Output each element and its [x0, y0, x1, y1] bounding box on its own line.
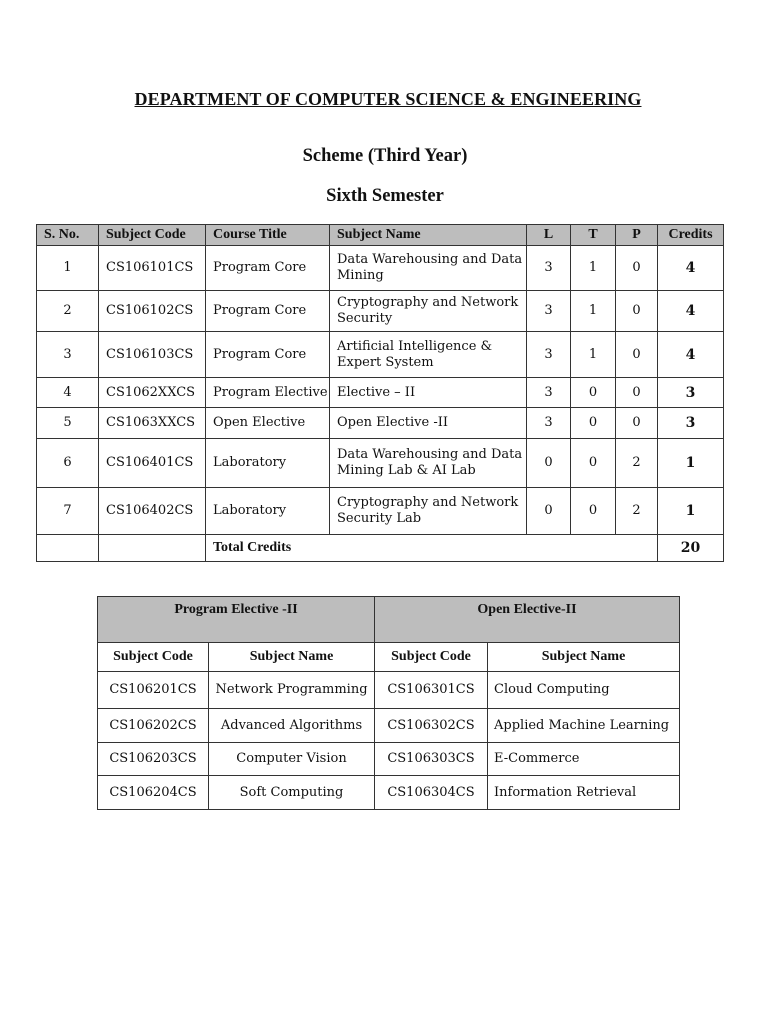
cell-l: 3 — [527, 378, 571, 408]
cell-sno: 6 — [37, 439, 99, 488]
cell-sno: 2 — [37, 291, 99, 332]
oe-code: CS106303CS — [375, 743, 488, 776]
cell-course: Laboratory — [206, 488, 330, 535]
cell-course: Open Elective — [206, 408, 330, 439]
cell-t: 0 — [571, 439, 616, 488]
cell-sno: 1 — [37, 246, 99, 291]
cell-l: 0 — [527, 439, 571, 488]
cell-course: Program Core — [206, 291, 330, 332]
oe-name: E-Commerce — [488, 743, 680, 776]
pe-code: CS106203CS — [98, 743, 209, 776]
cell-t: 0 — [571, 488, 616, 535]
cell-empty — [37, 535, 99, 562]
oe-code: CS106301CS — [375, 672, 488, 709]
cell-t: 0 — [571, 408, 616, 439]
table-row — [98, 709, 680, 743]
cell-t: 1 — [571, 332, 616, 378]
cell-name: Artificial Intelligence & Expert System — [330, 332, 527, 378]
cell-t: 1 — [571, 291, 616, 332]
cell-name: Cryptography and Network Security Lab — [330, 488, 527, 535]
col-header-course-title: Course Title — [206, 225, 330, 246]
cell-p: 0 — [616, 378, 658, 408]
cell-l: 0 — [527, 488, 571, 535]
oe-name: Cloud Computing — [488, 672, 680, 709]
cell-code: CS106402CS — [99, 488, 206, 535]
cell-credits: 3 — [658, 378, 724, 408]
cell-sno: 3 — [37, 332, 99, 378]
cell-code: CS106102CS — [99, 291, 206, 332]
pe-col-subject-code: Subject Code — [98, 643, 209, 672]
cell-name: Open Elective -II — [330, 408, 527, 439]
table-row — [37, 439, 724, 488]
cell-course: Program Elective — [206, 378, 330, 408]
table-row — [37, 378, 724, 408]
pe-code: CS106202CS — [98, 709, 209, 743]
pe-col-subject-name: Subject Name — [209, 643, 375, 672]
table-row — [37, 332, 724, 378]
total-credits-label: Total Credits — [206, 535, 658, 562]
open-elective-title: Open Elective-II — [375, 597, 680, 643]
oe-name: Information Retrieval — [488, 776, 680, 810]
elective-group-header-row — [98, 597, 680, 643]
cell-name: Data Warehousing and Data Mining Lab & AI Lab — [330, 439, 527, 488]
cell-p: 0 — [616, 332, 658, 378]
cell-code: CS1063XXCS — [99, 408, 206, 439]
elective-table — [97, 596, 680, 810]
oe-name: Applied Machine Learning — [488, 709, 680, 743]
cell-l: 3 — [527, 332, 571, 378]
cell-credits: 3 — [658, 408, 724, 439]
scheme-title: Scheme (Third Year) — [302, 146, 468, 166]
pe-code: CS106201CS — [98, 672, 209, 709]
cell-code: CS106401CS — [99, 439, 206, 488]
oe-code: CS106302CS — [375, 709, 488, 743]
table-row — [37, 408, 724, 439]
oe-col-subject-name: Subject Name — [488, 643, 680, 672]
oe-col-subject-code: Subject Code — [375, 643, 488, 672]
cell-credits: 1 — [658, 439, 724, 488]
pe-name: Network Programming — [209, 672, 375, 709]
col-header-sno: S. No. — [37, 225, 99, 246]
cell-p: 0 — [616, 291, 658, 332]
semester-title: Sixth Semester — [326, 186, 444, 206]
table-row — [98, 743, 680, 776]
pe-code: CS106204CS — [98, 776, 209, 810]
col-header-t: T — [571, 225, 616, 246]
cell-code: CS1062XXCS — [99, 378, 206, 408]
cell-credits: 1 — [658, 488, 724, 535]
cell-course: Program Core — [206, 332, 330, 378]
cell-p: 2 — [616, 439, 658, 488]
pe-name: Advanced Algorithms — [209, 709, 375, 743]
cell-name: Data Warehousing and Data Mining — [330, 246, 527, 291]
cell-sno: 7 — [37, 488, 99, 535]
cell-course: Laboratory — [206, 439, 330, 488]
cell-course: Program Core — [206, 246, 330, 291]
total-credits-value: 20 — [658, 535, 724, 562]
col-header-p: P — [616, 225, 658, 246]
total-row — [37, 535, 724, 562]
cell-name: Cryptography and Network Security — [330, 291, 527, 332]
cell-p: 0 — [616, 246, 658, 291]
cell-code: CS106103CS — [99, 332, 206, 378]
cell-code: CS106101CS — [99, 246, 206, 291]
table-row — [37, 246, 724, 291]
cell-l: 3 — [527, 246, 571, 291]
cell-name: Elective – II — [330, 378, 527, 408]
col-header-subject-code: Subject Code — [99, 225, 206, 246]
cell-sno: 4 — [37, 378, 99, 408]
elective-column-header-row — [98, 643, 680, 672]
scheme-table — [36, 224, 724, 562]
table-header-row — [37, 225, 724, 246]
oe-code: CS106304CS — [375, 776, 488, 810]
table-row — [98, 776, 680, 810]
col-header-l: L — [527, 225, 571, 246]
cell-credits: 4 — [658, 246, 724, 291]
table-row — [98, 672, 680, 709]
col-header-credits: Credits — [658, 225, 724, 246]
cell-p: 2 — [616, 488, 658, 535]
pe-name: Soft Computing — [209, 776, 375, 810]
cell-l: 3 — [527, 291, 571, 332]
cell-credits: 4 — [658, 332, 724, 378]
col-header-subject-name: Subject Name — [330, 225, 527, 246]
program-elective-title: Program Elective -II — [98, 597, 375, 643]
cell-t: 0 — [571, 378, 616, 408]
cell-empty — [99, 535, 206, 562]
cell-t: 1 — [571, 246, 616, 291]
cell-sno: 5 — [37, 408, 99, 439]
pe-name: Computer Vision — [209, 743, 375, 776]
department-title: DEPARTMENT OF COMPUTER SCIENCE & ENGINEERING — [134, 89, 642, 109]
table-row — [37, 291, 724, 332]
cell-credits: 4 — [658, 291, 724, 332]
table-row — [37, 488, 724, 535]
cell-l: 3 — [527, 408, 571, 439]
cell-p: 0 — [616, 408, 658, 439]
